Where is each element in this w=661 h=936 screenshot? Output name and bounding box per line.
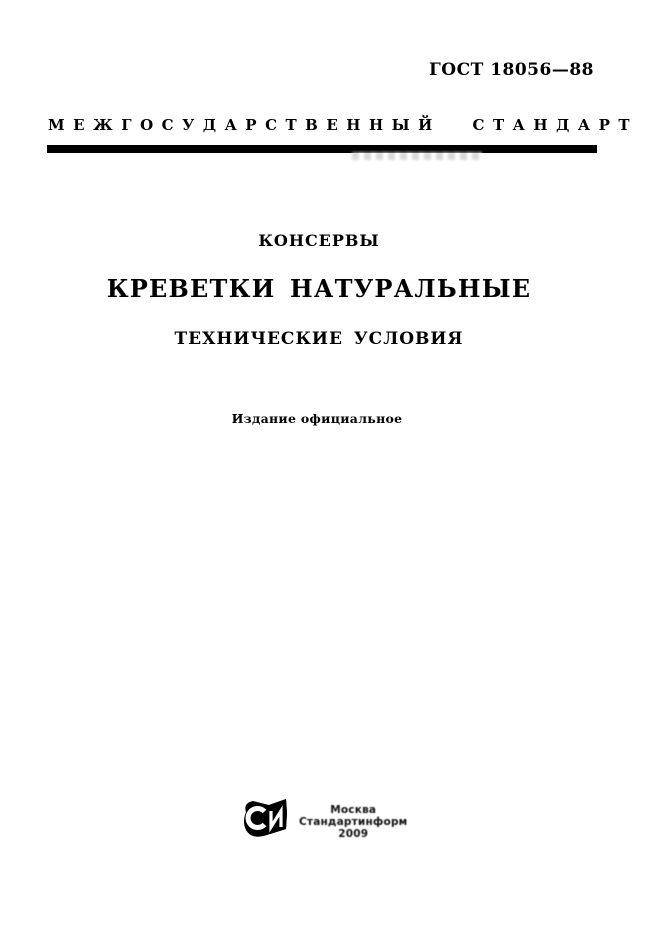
imprint-year: 2009 [338, 828, 369, 840]
standartinform-logo-icon [240, 796, 290, 848]
imprint-city: Москва [330, 804, 377, 816]
imprint-publisher: Стандартинформ [299, 816, 408, 828]
imprint [240, 796, 407, 848]
scan-artifact [352, 152, 482, 160]
edition-note: Издание официальное [231, 411, 403, 426]
divider-bar [47, 145, 597, 153]
imprint-text [299, 804, 407, 840]
doc-title: КРЕВЕТКИ НАТУРАЛЬНЫЕ [106, 274, 532, 303]
doc-group: КОНСЕРВЫ [258, 231, 380, 250]
standard-type-heading: МЕЖГОСУДАРСТВЕННЫЙ СТАНДАРТ [48, 116, 639, 134]
doc-code: ГОСТ 18056—88 [429, 60, 594, 80]
doc-subtitle: ТЕХНИЧЕСКИЕ УСЛОВИЯ [174, 329, 464, 349]
